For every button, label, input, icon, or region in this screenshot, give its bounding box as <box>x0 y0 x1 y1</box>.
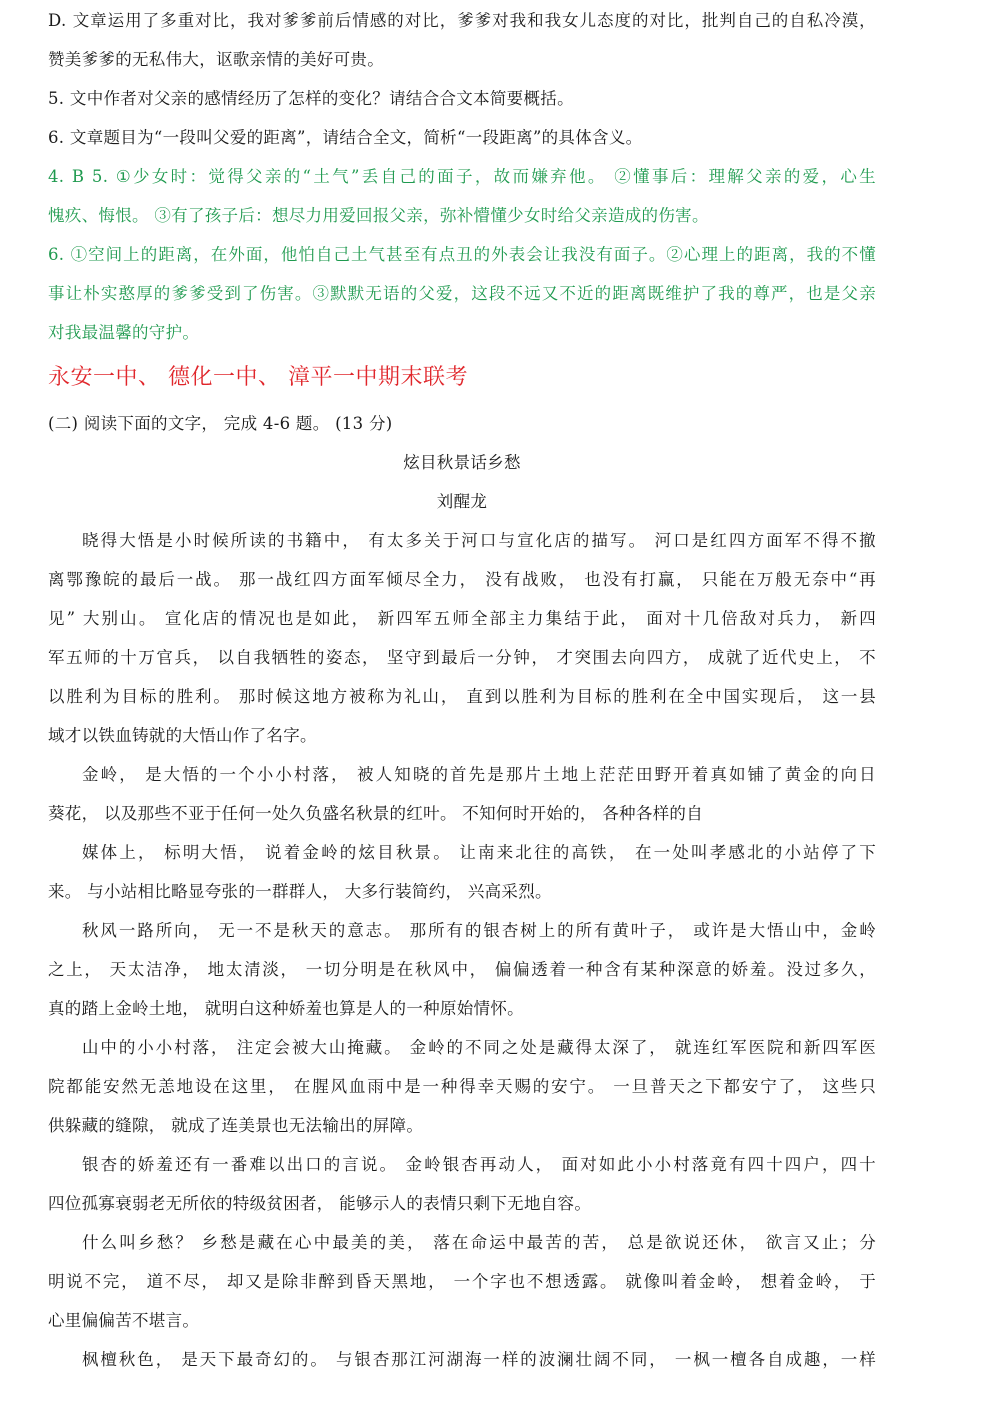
paragraph-6-line-1: 银杏的娇羞还有一番难以出口的言说。 金岭银杏再动人， 面对如此小小村落竟有四十四户，四十 <box>82 1155 876 1174</box>
paragraph-4-line-1: 秋风一路所向， 无一不是秋天的意志。 那所有的银杏树上的所有黄叶子， 或许是大悟山中，金岭 <box>82 921 876 940</box>
paragraph-2-line-1: 金岭， 是大悟的一个小小村落， 被人知晓的首先是那片土地上茫茫田野开着真如铺了黄金的向日 <box>82 765 876 784</box>
paragraph-7-line-2: 明说不完， 道不尽， 却又是除非醉到昏天黑地， 一个字也不想透露。 就像叫着金岭， 想着金岭， 于 <box>48 1272 876 1291</box>
option-d-line-1: D. 文章运用了多重对比，我对爹爹前后情感的对比，爹爹对我和我女儿态度的对比，批判自己的自私冷漠， <box>48 11 876 30</box>
paragraph-3-line-2: 来。 与小站相比略显夸张的一群群人， 大多行装简约， 兴高采烈。 <box>48 882 552 901</box>
section-heading: 永安一中、 德化一中、 漳平一中期末联考 <box>48 365 468 390</box>
paragraph-1-line-1: 晓得大悟是小时候所读的书籍中， 有太多关于河口与宣化店的描写。 河口是红四方面军不得不撤 <box>82 531 876 550</box>
paragraph-2-line-2: 葵花， 以及那些不亚于任何一处久负盛名秋景的红叶。 不知何时开始的， 各种各样的自 <box>48 804 704 823</box>
paragraph-8-line-1: 枫檀秋色， 是天下最奇幻的。 与银杏那江河湖海一样的波澜壮阔不同， 一枫一檀各自成趣，一样 <box>82 1350 876 1369</box>
paragraph-4-line-2: 之上， 天太洁净， 地太清淡， 一切分明是在秋风中， 偏偏透着一种含有某种深意的娇羞。没过多久， <box>48 960 876 979</box>
paragraph-1-line-4: 军五师的十万官兵， 以自我牺牲的姿态， 坚守到最后一分钟， 才突围去向四方， 成就了近代史上， 不 <box>48 648 876 667</box>
document-content <box>48 0 876 1379</box>
paragraph-6-line-2: 四位孤寡衰弱老无所依的特级贫困者， 能够示人的表情只剩下无地自容。 <box>48 1194 592 1213</box>
reading-instruction: (二) 阅读下面的文字， 完成 4-6 题。 (13 分) <box>48 414 393 433</box>
paragraph-7-line-1: 什么叫乡愁？ 乡愁是藏在心中最美的美， 落在命运中最苦的苦， 总是欲说还休， 欲言又止；分 <box>82 1233 876 1252</box>
answer-6-line-2: 事让朴实憨厚的爹爹受到了伤害。③默默无语的父爱，这段不远又不近的距离既维护了我的尊严，也是父亲 <box>48 284 876 303</box>
question-5: 5. 文中作者对父亲的感情经历了怎样的变化？请结合合文本简要概括。 <box>48 89 574 108</box>
paragraph-5-line-3: 供躲藏的缝隙， 就成了连美景也无法输出的屏障。 <box>48 1116 424 1135</box>
paragraph-5-line-1: 山中的小小村落， 注定会被大山掩藏。 金岭的不同之处是藏得太深了， 就连红军医院和新四军医 <box>82 1038 876 1057</box>
paragraph-7-line-3: 心里偏偏苦不堪言。 <box>48 1311 200 1330</box>
answer-6-line-3: 对我最温馨的守护。 <box>48 323 200 342</box>
paragraph-1-line-3: 见” 大别山。 宣化店的情况也是如此， 新四军五师全部主力集结于此， 面对十几倍敌对兵力， 新四 <box>48 609 876 628</box>
paragraph-3-line-1: 媒体上， 标明大悟， 说着金岭的炫目秋景。 让南来北往的高铁， 在一处叫孝感北的小站停了下 <box>82 843 876 862</box>
paragraph-1-line-5: 以胜利为目标的胜利。 那时候这地方被称为礼山， 直到以胜利为目标的胜利在全中国实现后， 这一县 <box>48 687 876 706</box>
answer-6-line-1: 6. ①空间上的距离，在外面，他怕自己土气甚至有点丑的外表会让我没有面子。②心理上的距离，我的不懂 <box>48 245 876 264</box>
article-author: 刘醒龙 <box>436 492 488 511</box>
answer-4-5-line-2: 愧疚、悔恨。 ③有了孩子后：想尽力用爱回报父亲，弥补懵懂少女时给父亲造成的伤害。 <box>48 206 709 225</box>
article-title: 炫目秋景话乡愁 <box>403 453 521 472</box>
paragraph-5-line-2: 院都能安然无恙地设在这里， 在腥风血雨中是一种得幸天赐的安宁。 一旦普天之下都安宁了， 这些只 <box>48 1077 876 1096</box>
question-6: 6. 文章题目为“一段叫父爱的距离”，请结合全文，简析“一段距离”的具体含义。 <box>48 128 643 147</box>
paragraph-4-line-3: 真的踏上金岭土地， 就明白这种娇羞也算是人的一种原始情怀。 <box>48 999 524 1018</box>
option-d-line-2: 赞美爹爹的无私伟大，讴歌亲情的美好可贵。 <box>48 50 384 69</box>
answer-4-5-line-1: 4. B 5. ①少女时：觉得父亲的“土气”丢自己的面子，故而嫌弃他。 ②懂事后：理解父亲的爱，心生 <box>48 167 876 186</box>
paragraph-1-line-6: 域才以铁血铸就的大悟山作了名字。 <box>48 726 317 745</box>
paragraph-1-line-2: 离鄂豫皖的最后一战。 那一战红四方面军倾尽全力， 没有战败， 也没有打赢， 只能在万般无奈中“再 <box>48 570 876 589</box>
